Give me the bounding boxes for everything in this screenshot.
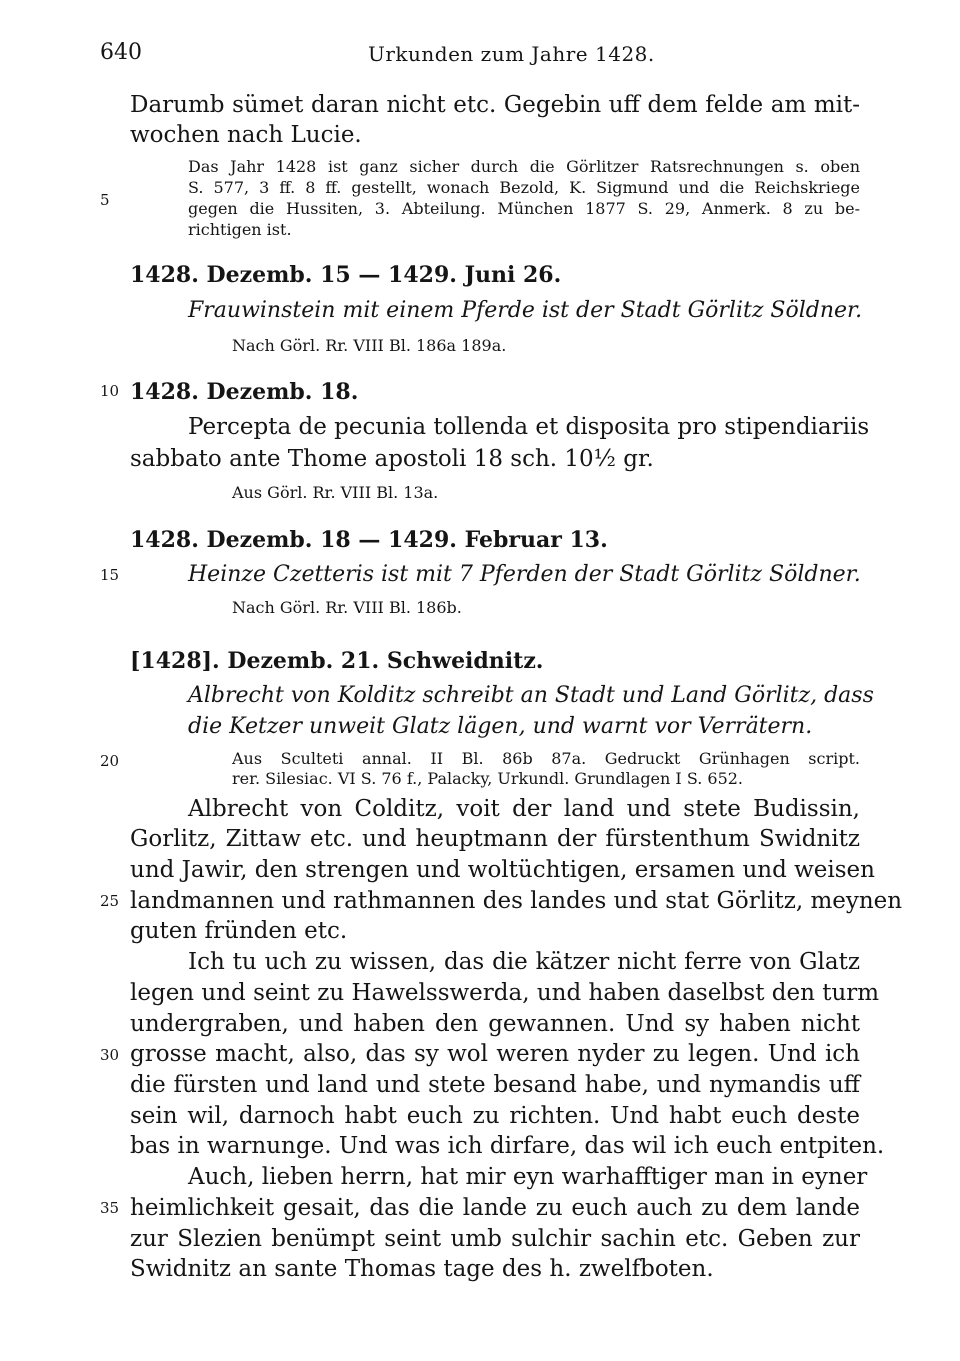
- footnote-line: gegen die Hussiten, 3. Abteilung. München 1877 S. 29, Anmerk. 8 zu be-: [188, 199, 860, 218]
- line-number: 20: [100, 752, 120, 770]
- body-line: wochen nach Lucie.: [130, 122, 362, 148]
- body-line: zur Slezien benümpt seint umb sulchir sachin etc. Geben zur: [130, 1226, 860, 1252]
- body-line: guten fründen etc.: [130, 918, 348, 944]
- body-line: Gorlitz, Zittaw etc. und heuptmann der fürstenthum Swidnitz: [130, 826, 860, 852]
- body-line: Auch, lieben herrn, hat mir eyn warhafftiger man in eyner: [188, 1164, 868, 1190]
- running-title: Urkunden zum Jahre 1428.: [368, 42, 655, 66]
- body-line: heimlichkeit gesait, das die lande zu euch auch zu dem lande: [130, 1195, 860, 1221]
- entry-heading: [1428]. Dezemb. 21. Schweidnitz.: [130, 648, 544, 674]
- line-number: 15: [100, 566, 120, 584]
- body-line: bas in warnunge. Und was ich dirfare, das wil ich euch entpiten.: [130, 1133, 885, 1159]
- body-line: landmannen und rathmannen des landes und stat Görlitz, meynen: [130, 888, 903, 914]
- source-citation: rer. Silesiac. VI S. 76 f., Palacky, Urkundl. Grundlagen I S. 652.: [232, 769, 744, 788]
- line-number: 5: [100, 191, 110, 209]
- line-number: 25: [100, 892, 120, 910]
- source-citation: Nach Görl. Rr. VIII Bl. 186a 189a.: [232, 336, 507, 355]
- line-number: 30: [100, 1046, 120, 1064]
- body-line: sein wil, darnoch habt euch zu richten. Und habt euch deste: [130, 1103, 860, 1129]
- entry-summary: die Ketzer unweit Glatz lägen, und warnt vor Verrätern.: [188, 714, 813, 739]
- body-line: die fürsten und land und stete besand habe, und nymandis uff: [130, 1072, 860, 1098]
- footnote-line: Das Jahr 1428 ist ganz sicher durch die Görlitzer Ratsrechnungen s. oben: [188, 157, 860, 176]
- footnote-line: richtigen ist.: [188, 220, 292, 239]
- entry-heading: 1428. Dezemb. 18 — 1429. Februar 13.: [130, 527, 608, 553]
- body-line: Percepta de pecunia tollenda et disposita pro stipendiariis: [188, 414, 870, 440]
- source-citation: Aus Sculteti annal. II Bl. 86b 87a. Gedruckt Grünhagen script.: [232, 749, 860, 768]
- body-line: sabbato ante Thome apostoli 18 sch. 10½ gr.: [130, 446, 654, 472]
- body-line: grosse macht, also, das sy wol weren nyder zu legen. Und ich: [130, 1041, 860, 1067]
- source-citation: Nach Görl. Rr. VIII Bl. 186b.: [232, 598, 462, 617]
- body-line: undergraben, und haben den gewannen. Und sy haben nicht: [130, 1011, 860, 1037]
- body-line: Darumb sümet daran nicht etc. Gegebin uff dem felde am mit-: [130, 92, 860, 118]
- entry-heading: 1428. Dezemb. 15 — 1429. Juni 26.: [130, 262, 562, 288]
- body-line: Ich tu uch zu wissen, das die kätzer nicht ferre von Glatz: [188, 949, 860, 975]
- entry-summary: Heinze Czetteris ist mit 7 Pferden der Stadt Görlitz Söldner.: [188, 562, 861, 587]
- body-line: legen und seint zu Hawelsswerda, und haben daselbst den turm: [130, 980, 880, 1006]
- entry-heading: 1428. Dezemb. 18.: [130, 379, 359, 405]
- page-number: 640: [100, 40, 142, 65]
- entry-summary: Albrecht von Kolditz schreibt an Stadt und Land Görlitz, dass: [188, 683, 874, 708]
- source-citation: Aus Görl. Rr. VIII Bl. 13a.: [232, 483, 439, 502]
- entry-summary: Frauwinstein mit einem Pferde ist der Stadt Görlitz Söldner.: [188, 298, 863, 323]
- body-line: Swidnitz an sante Thomas tage des h. zwelfboten.: [130, 1256, 714, 1282]
- footnote-line: S. 577, 3 ff. 8 ff. gestellt, wonach Bezold, K. Sigmund und die Reichskriege: [188, 178, 860, 197]
- line-number: 35: [100, 1199, 120, 1217]
- line-number: 10: [100, 382, 120, 400]
- body-line: und Jawir, den strengen und woltüchtigen, ersamen und weisen: [130, 857, 875, 883]
- body-line: Albrecht von Colditz, voit der land und stete Budissin,: [188, 796, 860, 822]
